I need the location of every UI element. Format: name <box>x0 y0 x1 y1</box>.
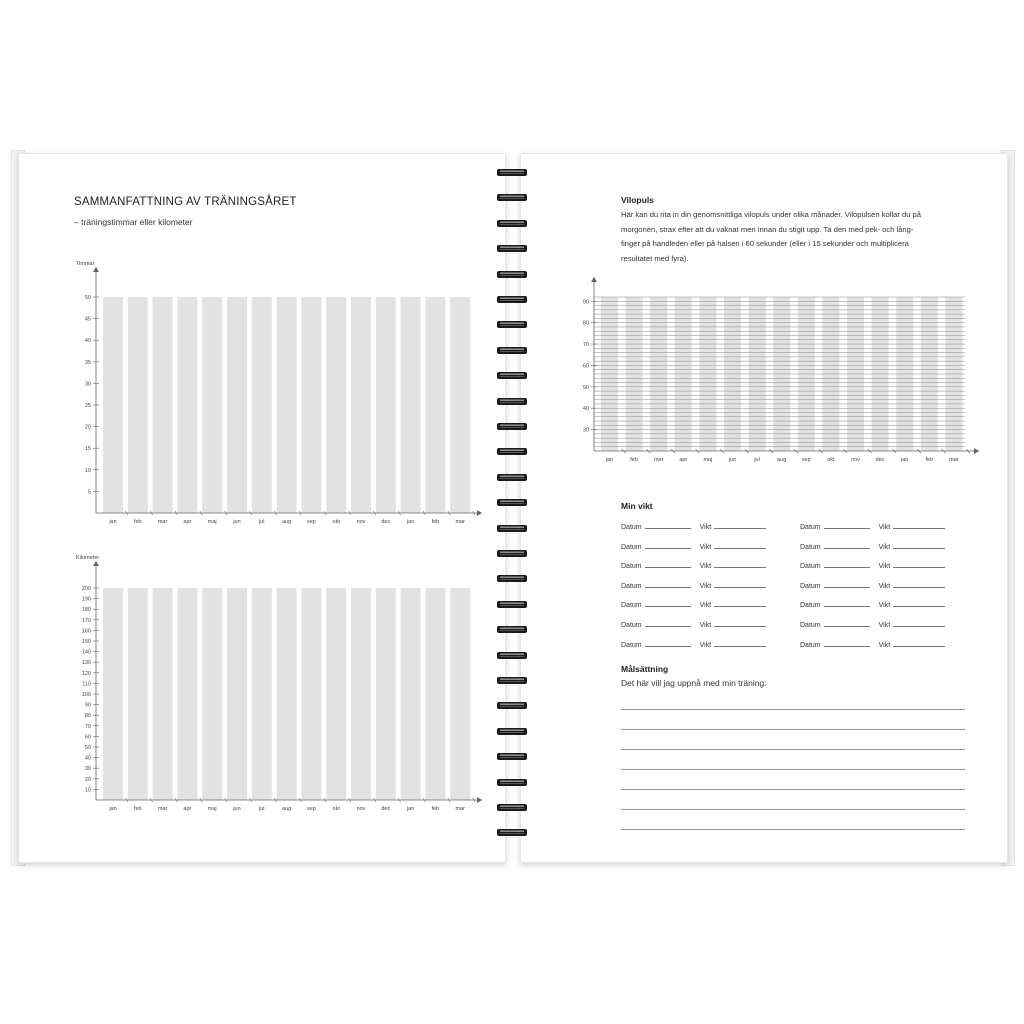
datum-field[interactable] <box>824 580 870 588</box>
weight-entry-row <box>800 599 945 609</box>
vikt-label: Vikt <box>699 563 712 571</box>
vikt-label: Vikt <box>699 602 712 610</box>
vilopuls-heading: Vilopuls <box>621 195 654 205</box>
datum-field[interactable] <box>645 619 691 627</box>
spiral-coil <box>496 295 528 304</box>
datum-field[interactable] <box>824 560 870 568</box>
x-tick-label: feb <box>431 519 440 525</box>
x-tick-label: jan <box>406 806 415 812</box>
y-tick-label: 30 <box>84 381 91 388</box>
x-axis-arrow <box>974 448 979 454</box>
y-tick-label: 50 <box>84 295 91 301</box>
weight-entry-row <box>800 560 945 570</box>
y-tick-label: 50 <box>582 384 589 391</box>
chart-bar <box>153 588 173 800</box>
chart-bar <box>401 588 421 800</box>
weight-entry-row <box>800 639 945 649</box>
weight-entry-row <box>800 619 945 629</box>
chart-bar <box>425 297 445 513</box>
x-tick-label: jan <box>406 519 415 525</box>
malsattning-heading: Målsättning <box>621 664 669 674</box>
vikt-field[interactable] <box>714 580 766 588</box>
goal-writing-line[interactable] <box>621 829 965 830</box>
x-tick-label: aug <box>777 457 787 463</box>
vikt-field[interactable] <box>714 521 766 529</box>
spiral-coil <box>496 574 528 583</box>
y-tick-label: 50 <box>84 745 91 751</box>
chart-bar <box>351 588 371 800</box>
x-tick-label: sep <box>801 457 811 463</box>
y-tick-label: 90 <box>582 299 589 306</box>
y-axis-arrow <box>591 277 597 282</box>
x-tick-label: okt <box>332 519 340 525</box>
spiral-coil <box>496 447 528 456</box>
spiral-coil <box>496 320 528 329</box>
x-tick-label: apr <box>183 806 192 812</box>
x-tick-label: aug <box>282 519 292 525</box>
datum-label: Datum <box>800 582 821 590</box>
x-tick-label: jan <box>901 457 909 463</box>
hours-chart <box>19 154 505 862</box>
chart-bar <box>103 588 123 800</box>
vilopuls-line: Här kan du rita in din genomsnittliga vilopuls under olika månader. Vilopulsen kollar du på <box>621 210 921 219</box>
x-tick-label: jun <box>233 806 241 812</box>
chart-bar <box>401 297 421 513</box>
datum-field[interactable] <box>645 560 691 568</box>
spiral-coil <box>496 168 528 177</box>
vikt-field[interactable] <box>893 580 945 588</box>
vilopuls-line: finger på handleden eller på halsen i 60 sekunder (eller i 15 sekunder och multiplicera <box>621 239 909 249</box>
y-tick-label: 60 <box>84 734 91 741</box>
datum-label: Datum <box>621 582 642 590</box>
x-tick-label: okt <box>332 806 340 812</box>
spiral-coil <box>496 752 528 761</box>
x-tick-label: feb <box>431 806 440 812</box>
min-vikt-heading: Min vikt <box>621 501 653 511</box>
x-tick-label: feb <box>630 457 638 463</box>
vikt-label: Vikt <box>699 543 712 551</box>
x-tick-label: feb <box>133 806 142 812</box>
x-tick-label: nov <box>356 519 366 525</box>
chart-bar <box>301 297 321 513</box>
spiral-coil <box>496 422 528 431</box>
spiral-coil <box>496 651 528 660</box>
datum-label: Datum <box>621 641 642 649</box>
datum-field[interactable] <box>824 619 870 627</box>
x-tick-label: jun <box>233 519 241 525</box>
weight-entry-row <box>800 541 945 551</box>
y-tick-label: 5 <box>87 489 91 496</box>
y-tick-label: 10 <box>84 787 91 794</box>
x-tick-label: sep <box>306 519 316 525</box>
chart-bar <box>252 297 272 513</box>
y-tick-label: 180 <box>81 607 91 614</box>
x-tick-label: mar <box>455 519 465 525</box>
spiral-coil <box>496 193 528 202</box>
datum-label: Datum <box>800 543 821 551</box>
goal-writing-line[interactable] <box>621 809 965 810</box>
x-tick-label: feb <box>133 519 142 525</box>
goal-writing-line[interactable] <box>621 769 965 770</box>
page-subtitle: – träningstimmar eller kilometer <box>74 217 193 227</box>
vikt-field[interactable] <box>893 639 945 647</box>
right-page <box>520 153 1008 863</box>
y-tick-label: 70 <box>582 342 589 349</box>
spiral-coil <box>496 625 528 634</box>
vikt-label: Vikt <box>878 543 891 551</box>
vikt-field[interactable] <box>893 599 945 607</box>
spiral-coil <box>496 371 528 380</box>
x-tick-label: mar <box>949 457 959 463</box>
datum-field[interactable] <box>645 541 691 549</box>
weight-entry-row <box>621 560 766 570</box>
chart-bar <box>351 297 371 513</box>
goal-writing-line[interactable] <box>621 709 965 710</box>
chart-bar <box>450 297 470 513</box>
datum-label: Datum <box>800 563 821 571</box>
chart-bar <box>128 588 148 800</box>
chart-bar <box>153 297 173 513</box>
datum-field[interactable] <box>824 639 870 647</box>
y-tick-label: 110 <box>82 681 91 688</box>
y-tick-label: 45 <box>84 316 91 323</box>
spiral-coil <box>496 346 528 355</box>
x-tick-label: aug <box>282 806 292 812</box>
spiral-coil <box>496 727 528 736</box>
spiral-coil <box>496 701 528 710</box>
spiral-coil <box>496 778 528 787</box>
datum-label: Datum <box>800 602 821 610</box>
vikt-label: Vikt <box>878 641 891 649</box>
spiral-coil <box>496 803 528 812</box>
vikt-field[interactable] <box>893 521 945 529</box>
y-tick-label: 140 <box>81 649 91 656</box>
spiral-coil <box>496 828 528 837</box>
x-tick-label: jan <box>605 457 614 463</box>
malsattning-text: Det här vill jag uppnå med min träning: <box>621 678 767 688</box>
x-axis-arrow <box>477 510 482 516</box>
weight-entry-row <box>621 619 766 629</box>
x-tick-label: maj <box>703 457 713 463</box>
datum-field[interactable] <box>824 599 870 607</box>
chart-bar <box>450 588 470 800</box>
chart-bar <box>277 297 297 513</box>
datum-field[interactable] <box>645 639 691 647</box>
vikt-label: Vikt <box>699 641 712 649</box>
chart-bar <box>177 297 197 513</box>
weight-entry-row <box>800 580 945 590</box>
goal-writing-line[interactable] <box>621 789 965 790</box>
vilopuls-chart <box>521 154 1007 484</box>
x-tick-label: jun <box>728 457 737 463</box>
chart-bar <box>227 297 247 513</box>
x-tick-label: sep <box>306 806 316 812</box>
y-tick-label: 40 <box>582 406 589 413</box>
y-tick-label: 120 <box>81 670 91 677</box>
vilopuls-line: morgonen, strax efter att du vaknat men innan du stigit upp. Ta den med pek- och lång- <box>621 224 914 234</box>
y-tick-label: 20 <box>84 424 91 431</box>
vikt-label: Vikt <box>878 563 891 571</box>
datum-label: Datum <box>800 524 821 531</box>
y-tick-label: 100 <box>81 692 91 698</box>
datum-label: Datum <box>621 563 642 571</box>
spiral-coil <box>496 676 528 685</box>
weight-entry-row <box>621 541 766 551</box>
spiral-coil <box>496 397 528 406</box>
left-page <box>18 153 506 863</box>
y-tick-label: 170 <box>81 617 91 624</box>
y-tick-label: 190 <box>81 596 91 603</box>
chart-bar <box>202 588 222 800</box>
weight-entry-row <box>621 580 766 590</box>
y-tick-label: 40 <box>84 755 91 762</box>
spiral-coil <box>496 549 528 558</box>
vikt-label: Vikt <box>878 582 891 590</box>
x-tick-label: nov <box>356 806 366 812</box>
spiral-coil <box>496 498 528 507</box>
x-tick-label: jan <box>109 806 117 812</box>
datum-field[interactable] <box>824 541 870 549</box>
y-tick-label: 25 <box>84 403 91 409</box>
x-tick-label: jul <box>259 519 265 525</box>
y-tick-label: 60 <box>582 363 589 370</box>
weight-entry-row <box>800 521 945 531</box>
x-tick-label: apr <box>679 457 688 463</box>
x-tick-label: mar <box>157 519 168 525</box>
x-tick-label: mar <box>455 806 465 812</box>
y-tick-label: 40 <box>84 338 91 345</box>
spiral-coil <box>496 473 528 482</box>
x-tick-label: nov <box>851 457 860 463</box>
chart-bar <box>128 297 148 513</box>
x-tick-label: maj <box>207 519 217 525</box>
y-tick-label: 15 <box>84 446 91 453</box>
y-tick-label: 35 <box>84 359 91 366</box>
spiral-coil <box>496 244 528 253</box>
vikt-label: Vikt <box>699 622 712 629</box>
y-tick-label: 150 <box>81 639 91 645</box>
y-tick-label: 30 <box>582 427 589 434</box>
x-tick-label: feb <box>925 457 934 463</box>
x-tick-label: dec <box>381 519 391 525</box>
vikt-label: Vikt <box>878 602 891 610</box>
y-tick-label: 130 <box>81 660 91 667</box>
datum-field[interactable] <box>645 521 691 529</box>
weight-entry-row <box>621 521 766 531</box>
x-tick-label: dec <box>875 457 885 463</box>
x-tick-label: okt <box>827 457 835 463</box>
datum-field[interactable] <box>824 521 870 529</box>
vilopuls-line: resultatet med fyra). <box>621 254 689 264</box>
x-tick-label: jul <box>754 457 760 463</box>
chart-bar <box>425 588 445 800</box>
y-tick-label: 160 <box>81 628 91 635</box>
vikt-field[interactable] <box>714 599 766 607</box>
y-tick-label: 10 <box>84 467 91 474</box>
weight-entry-row <box>621 599 766 609</box>
chart-bar <box>376 297 396 513</box>
datum-label: Datum <box>800 622 821 629</box>
vikt-field[interactable] <box>714 619 766 627</box>
vikt-label: Vikt <box>878 622 891 629</box>
datum-label: Datum <box>621 543 642 551</box>
goal-writing-line[interactable] <box>621 729 965 730</box>
vikt-field[interactable] <box>714 639 766 647</box>
vikt-field[interactable] <box>893 619 945 627</box>
chart-bar <box>326 297 346 513</box>
x-tick-label: apr <box>183 519 192 525</box>
datum-label: Datum <box>621 622 642 629</box>
datum-label: Datum <box>621 524 642 531</box>
spiral-coil <box>496 270 528 279</box>
x-tick-label: mar <box>653 457 664 463</box>
vikt-label: Vikt <box>699 582 712 590</box>
spiral-coil <box>496 600 528 609</box>
vikt-label: Vikt <box>878 524 891 531</box>
chart-bar <box>301 588 321 800</box>
datum-field[interactable] <box>645 599 691 607</box>
chart-bar <box>227 588 247 800</box>
chart-bar <box>177 588 197 800</box>
vikt-field[interactable] <box>893 541 945 549</box>
vikt-label: Vikt <box>699 524 712 531</box>
x-tick-label: mar <box>157 806 168 812</box>
chart-bar <box>252 588 272 800</box>
weight-entry-row <box>621 639 766 649</box>
spiral-coil <box>496 219 528 228</box>
x-tick-label: jan <box>109 519 117 525</box>
y-axis-label: Kilometer <box>76 555 100 561</box>
spiral-coil <box>496 524 528 533</box>
chart-bar <box>376 588 396 800</box>
datum-label: Datum <box>800 641 821 649</box>
vikt-field[interactable] <box>714 541 766 549</box>
x-tick-label: jul <box>259 806 265 812</box>
x-tick-label: maj <box>207 806 217 812</box>
datum-label: Datum <box>621 602 642 610</box>
y-axis-arrow <box>93 561 99 566</box>
y-axis-arrow <box>93 267 99 272</box>
y-tick-label: 90 <box>84 702 91 709</box>
y-tick-label: 80 <box>582 320 589 327</box>
page-title: SAMMANFATTNING AV TRÄNINGSÅRET <box>74 196 297 208</box>
y-tick-label: 200 <box>81 586 91 592</box>
chart-bar <box>103 297 123 513</box>
vikt-field[interactable] <box>893 560 945 568</box>
x-tick-label: dec <box>381 806 391 812</box>
y-tick-label: 30 <box>84 766 91 773</box>
y-tick-label: 20 <box>84 776 91 783</box>
x-axis-arrow <box>477 797 482 803</box>
vikt-field[interactable] <box>714 560 766 568</box>
chart-bar <box>277 588 297 800</box>
chart-bar <box>326 588 346 800</box>
y-tick-label: 70 <box>84 723 91 730</box>
y-axis-label: Timmar <box>76 261 95 267</box>
chart-bar <box>202 297 222 513</box>
y-tick-label: 80 <box>84 713 91 720</box>
datum-field[interactable] <box>645 580 691 588</box>
goal-writing-line[interactable] <box>621 749 965 750</box>
